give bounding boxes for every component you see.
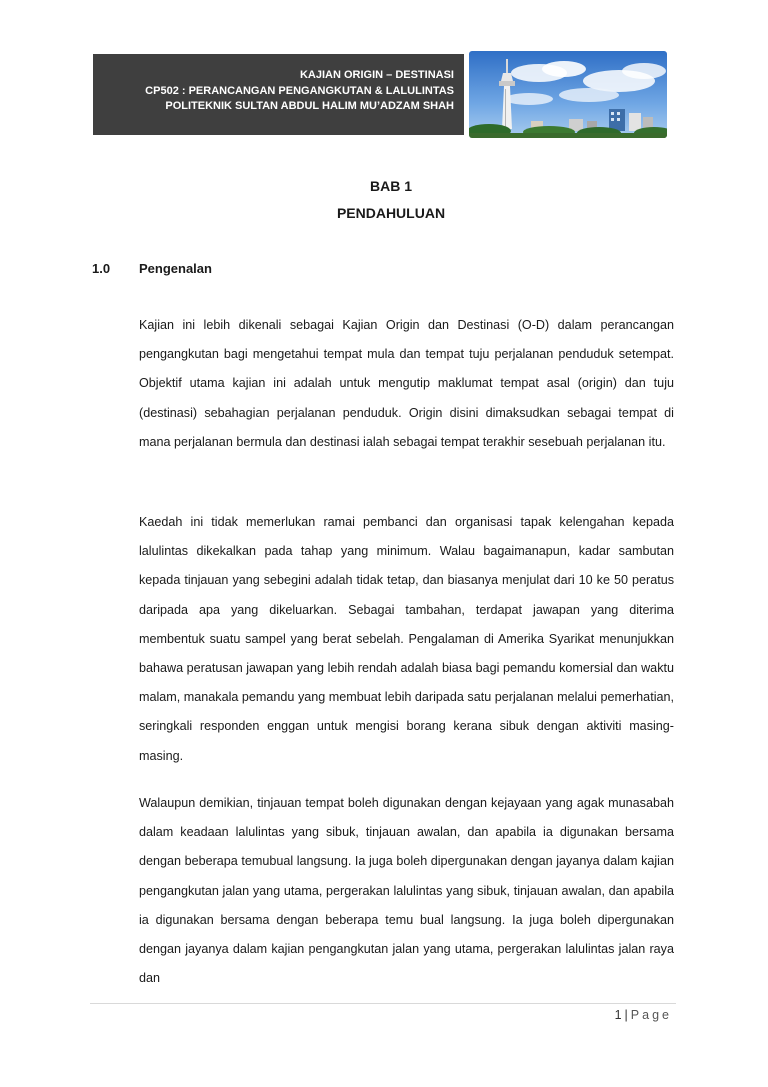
header-line-3: POLITEKNIK SULTAN ABDUL HALIM MU’ADZAM SHAH <box>165 100 454 112</box>
city-tower-photo <box>469 51 667 138</box>
chapter-title: PENDAHULUAN <box>336 205 446 221</box>
paragraph-3: Walaupun demikian, tinjauan tempat boleh digunakan dengan kejayaan yang agak munasabah dalam keadaan lalulintas yang sibuk, tinjauan awalan, dan apabila ia digunakan bersama dengan beberapa temubual langsung. Ia juga boleh dipergunakan dengan jayanya dalam kajian pengangkutan jalan yang utama, pergerakan lalulintas yang sibuk, tinjauan awalan, dan apabila ia digunakan bersama dengan beberapa temu bual langsung. Ia juga boleh dipergunakan dengan jayanya dalam kajian pengangkutan jalan yang utama, pergerakan lalulintas jalan raya dan <box>139 796 674 986</box>
footer-divider <box>90 1003 676 1004</box>
page-number: 1 <box>614 1008 622 1022</box>
header-line-1: KAJIAN ORIGIN – DESTINASI <box>299 69 454 81</box>
footer-separator: | <box>624 1008 628 1022</box>
page-label: Page <box>630 1008 672 1022</box>
section-title: Pengenalan <box>139 261 212 276</box>
chapter-number: BAB 1 <box>369 178 412 194</box>
city-tower-photo-svg <box>469 51 667 138</box>
header-line-2: CP502 : PERANCANGAN PENGANGKUTAN & LALULINTAS <box>145 84 454 97</box>
page-footer <box>615 1008 672 1022</box>
section-number: 1.0 <box>92 261 111 276</box>
paragraph-2: Kaedah ini tidak memerlukan ramai pembanci dan organisasi tapak kelengahan kepada lalulintas dikekalkan pada tahap yang minimum. Walau bagaimanapun, kadar sambutan kepada tinjauan yang sebegini adalah tidak tetap, dan biasanya menjulat dari 10 ke 50 peratus daripada apa yang dikeluarkan. Sebagai tambahan, terdapat jawapan yang diterima membentuk suatu sampel yang berat sebelah. Pengalaman di Amerika Syarikat menunjukkan bahawa peratusan jawapan yang lebih rendah adalah biasa bagi pemandu komersial dan waktu malam, manakala pemandu yang membuat lebih daripada satu perjalanan melalui pemerhatian, seringkali responden enggan untuk mengisi borang kerana sibuk dengan aktiviti masing-masing. <box>139 515 674 763</box>
header-banner <box>93 54 464 135</box>
paragraph-1: Kajian ini lebih dikenali sebagai Kajian Origin dan Destinasi (O-D) dalam perancangan pengangkutan bagi mengetahui tempat mula dan tempat tuju perjalanan penduduk setempat. Objektif utama kajian ini adalah untuk mengutip maklumat tempat asal (origin) dan tuju (destinasi) sebahagian perjalanan penduduk. Origin disini dimaksudkan sebagai tempat di mana perjalanan bermula dan destinasi ialah sebagai tempat terakhir sesebuah perjalanan itu. <box>139 318 674 449</box>
